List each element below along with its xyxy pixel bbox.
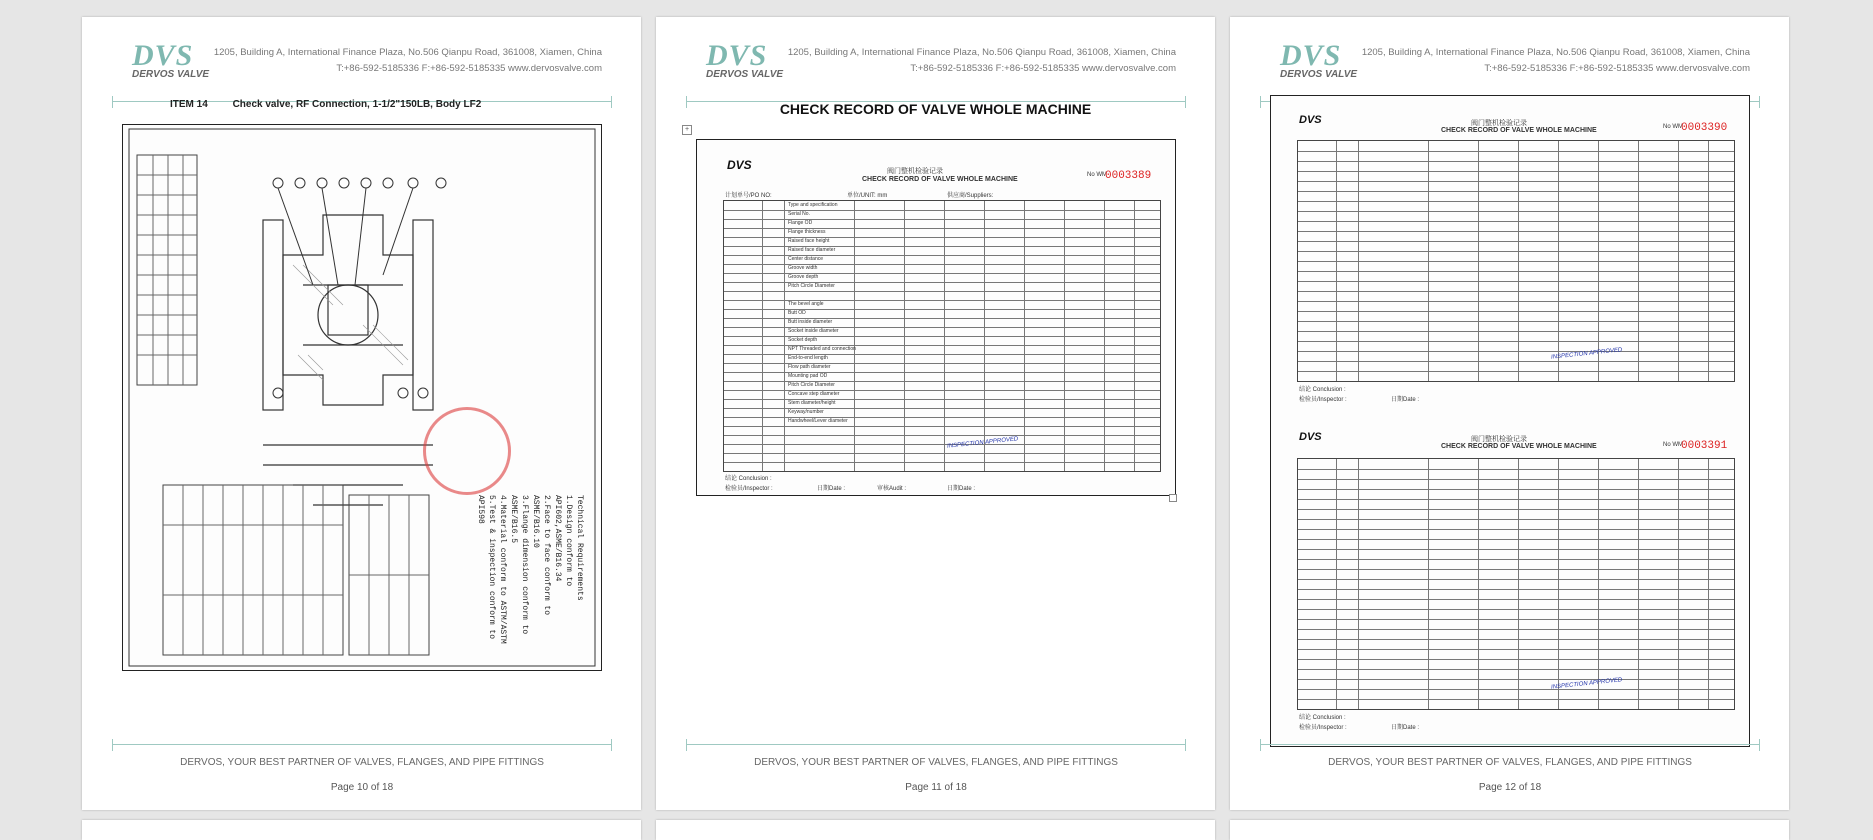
valve-drawing-image — [122, 124, 602, 671]
check-record-scan[interactable]: DVS 阀门整机检验记录 CHECK RECORD OF VALVE WHOLE MACHINE No WM 0003389 计划单号/PO NO: 单位/UNIT: mm 供应商/Suppliers: Type and specification Serial No. Flange OD Flange thickness Raised face height Raised face diameter Center distance Groove width Groove depth Pitch Circle Diameter The bevel angle Butt OD Butt inside diameter Socket inside diameter Socket depth NPT Threaded and connection End-to-end length Flow path diameter Mounting pad OD Pitch Circle Diameter Concave step diameter Stem diameter/height Keyway/number Handwheel/Lever diameter INSPECTION APPROVED 结论 Conclusion : 检验员/Inspector : 日期Date : 审核Audit : 日期Date : — [696, 139, 1176, 496]
document-page-11 — [656, 17, 1215, 810]
page-number: Page 12 of 18 — [1478, 782, 1542, 793]
record-number: 0003389 — [1105, 170, 1152, 182]
company-address: 1205, Building A, International Finance Plaza, No.506 Qianpu Road, 361008, Xiamen, China T:+86-592-5185336 F:+86-592-5185335 www.dervosvalve.com — [213, 47, 602, 74]
record-grid: Type and specification Serial No. Flange OD Flange thickness Raised face height Raised face diameter Center distance Groove width Groove depth Pitch Circle Diameter The bevel angle Butt OD Butt inside diameter Socket inside diameter Socket depth NPT Threaded and connection End-to-end length Flow path diameter Mounting pad OD Pitch Circle Diameter Concave step diameter Stem diameter/height Keyway/number Handwheel/Lever diameter — [723, 200, 1161, 472]
company-logo: DVS DERVOS VALVE — [132, 39, 210, 80]
table-resize-handle[interactable] — [1169, 494, 1177, 502]
page-footer: DERVOS, YOUR BEST PARTNER OF VALVES, FLANGES, AND PIPE FITTINGS Page 11 of 18 — [686, 744, 1186, 793]
inspection-stamp: INSPECTION APPROVED — [946, 436, 1019, 450]
company-logo: DVS DERVOS VALVE — [1280, 39, 1358, 80]
document-page-10 — [82, 17, 641, 810]
company-address: 1205, Building A, International Finance Plaza, No.506 Qianpu Road, 361008, Xiamen, China T:+86-592-5185336 F:+86-592-5185335 www.dervosvalve.com — [787, 47, 1176, 74]
inspection-stamp: INSPECTION APPROVED — [1550, 677, 1623, 691]
company-address: 1205, Building A, International Finance Plaza, No.506 Qianpu Road, 361008, Xiamen, China T:+86-592-5185336 F:+86-592-5185335 www.dervosvalve.com — [1361, 47, 1750, 74]
company-logo: DVS DERVOS VALVE — [706, 39, 784, 80]
page-footer: DERVOS, YOUR BEST PARTNER OF VALVES, FLANGES, AND PIPE FITTINGS Page 12 of 18 — [1260, 744, 1760, 793]
record-grid-1 — [1297, 140, 1735, 382]
record-number: 0003390 — [1681, 122, 1728, 134]
check-record-scan-pair: DVS 阀门整机检验记录 CHECK RECORD OF VALVE WHOLE MACHINE No WM 0003390 INSPECTION APPROVED 结论 Conclusion : 检验员/Inspector : 日期Date : DVS 阀门整机检验记录 CHECK RECORD OF VALVE WHOLE MACHINE No WM 0003391 INSPECTION APPROVED 结论 Conclusion : 检验员/Inspector : 日期Date : — [1270, 95, 1750, 747]
page-title: CHECK RECORD OF VALVE WHOLE MACHINE — [779, 101, 1092, 117]
document-page-12 — [1230, 17, 1789, 810]
page-footer: DERVOS, YOUR BEST PARTNER OF VALVES, FLANGES, AND PIPE FITTINGS Page 10 of 18 — [112, 744, 612, 793]
page-number: Page 10 of 18 — [330, 782, 394, 793]
company-seal-stamp — [423, 407, 511, 495]
record-number: 0003391 — [1681, 440, 1728, 452]
record-grid-2 — [1297, 458, 1735, 710]
document-page-13-top — [82, 820, 641, 840]
page-number: Page 11 of 18 — [905, 782, 967, 793]
page-header — [686, 39, 1186, 109]
item-title: ITEM 14 Check valve, RF Connection, 1-1/2"150LB, Body LF2 — [170, 99, 482, 110]
table-move-handle[interactable]: + — [682, 125, 692, 135]
document-page-14-top — [656, 820, 1215, 840]
document-page-15-top — [1230, 820, 1789, 840]
technical-requirements: Technical Requirements 1.Design conform to API602,ASME/B16.34 2.Face to face conform to ASME/B16.10 3.Flange dimension conform to ASME/B16.5 4.Material conform to ASTM/ASTM 5.Test & inspection conform to API598 — [476, 495, 584, 644]
inspection-stamp: INSPECTION APPROVED — [1550, 347, 1623, 361]
